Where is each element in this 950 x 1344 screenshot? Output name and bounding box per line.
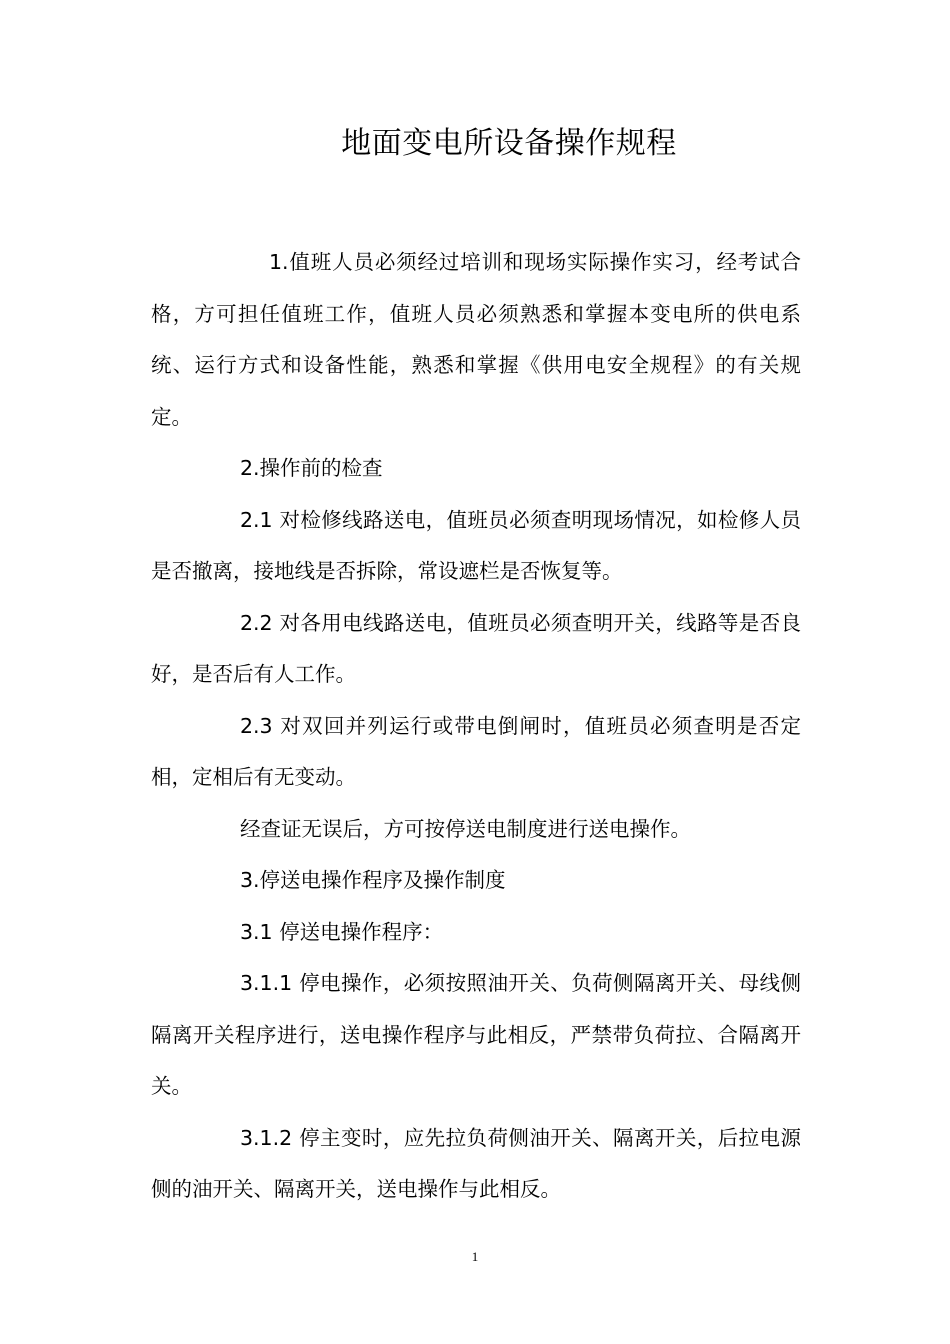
paragraph-qualification: 1.值班人员必须经过培训和现场实际操作实习，经考试合格，方可担任值班工作，值班人员必须熟悉和掌握本变电所的供电系统、运行方式和设备性能，熟悉和掌握《供用电安全规程》的有关规定。 (151, 250, 801, 429)
heading-pre-operation-check: 2.操作前的检查 (240, 456, 383, 480)
page-number: 1 (471, 1249, 479, 1264)
paragraph-3-1-1: 3.1.1 停电操作，必须按照油开关、负荷侧隔离开关、母线侧隔离开关程序进行，送电操作程序与此相反，严禁带负荷拉、合隔离开关。 (151, 971, 801, 1098)
paragraph-2-1: 2.1 对检修线路送电，值班员必须查明现场情况，如检修人员是否撤离，接地线是否拆除，常设遮栏是否恢复等。 (151, 507, 801, 583)
paragraph-3-1-2: 3.1.2 停主变时，应先拉负荷侧油开关、隔离开关，后拉电源侧的油开关、隔离开关，送电操作与此相反。 (151, 1125, 801, 1201)
paragraph-2-2: 2.2 对各用电线路送电，值班员必须查明开关，线路等是否良好，是否后有人工作。 (151, 610, 801, 686)
paragraph-verification: 经查证无误后，方可按停送电制度进行送电操作。 (240, 816, 691, 841)
document-title: 地面变电所设备操作规程 (341, 126, 677, 161)
document-body (151, 237, 801, 1216)
paragraph-2-3: 2.3 对双回并列运行或带电倒闸时，值班员必须查明是否定相，定相后有无变动。 (151, 713, 801, 789)
heading-operation-procedure: 3.停送电操作程序及操作制度 (240, 868, 506, 892)
heading-3-1: 3.1 停送电操作程序： (240, 919, 444, 944)
